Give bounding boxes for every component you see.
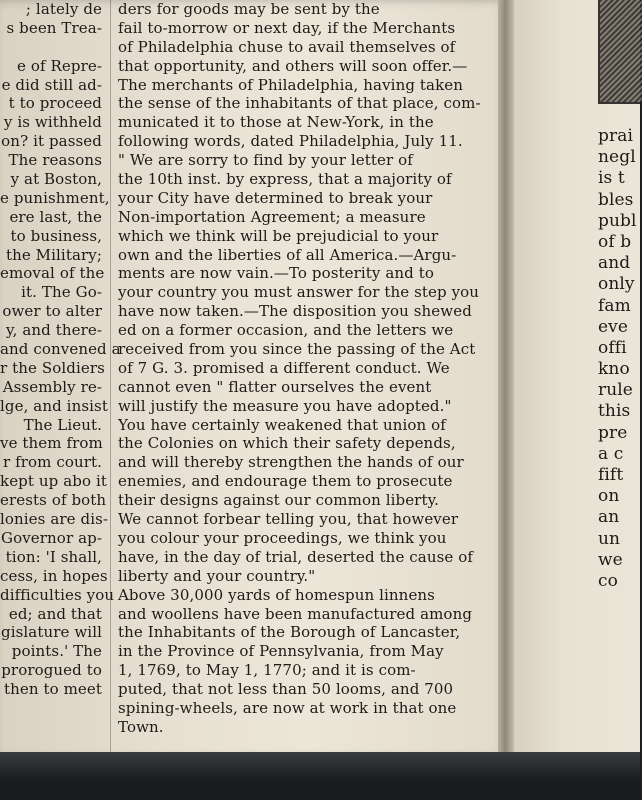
text-line: the Military; [5,245,102,264]
text-line: cess, in hopes [0,566,108,585]
text-line: co [598,570,618,591]
text-line: spining-wheels, are now at work in that one [118,698,457,717]
text-line: ; lately de [25,0,102,18]
text-line: and woollens have been manufactured among [118,604,473,623]
text-line: the 10th inst. by express, that a majority of [118,170,452,189]
text-line: and [598,253,631,274]
text-line: their designs against our common liberty. [118,491,440,510]
text-line: e of Repre- [17,56,102,75]
text-line: Assembly re- [2,377,102,396]
text-line: it. The Go- [21,283,102,302]
text-line: t to proceed [8,94,102,113]
text-line: e punishment, [0,188,110,207]
text-line: the Colonies on which their safety depends, [118,434,456,453]
text-line: lonies are dis- [0,510,109,529]
text-line: ve them from [0,434,103,453]
text-line: gislature will [1,623,102,642]
text-line: a c [598,443,624,464]
text-line: publ [598,210,637,231]
text-line: You have certainly weakened that union of [118,415,446,434]
text-line: ders for goods may be sent by the [118,0,380,18]
text-line: ere last, the [9,207,102,226]
text-line: of Philadelphia chuse to avail themselves of [118,37,456,56]
text-line: The Lieut. [23,415,102,434]
text-line: emoval of the [0,264,105,283]
text-line: points.' The [11,642,102,661]
text-line: your City have determined to break your [118,188,433,207]
text-line: offi [598,337,627,358]
text-line: in the Province of Pennsylvania, from May [118,642,444,661]
text-line: prai [598,126,633,146]
text-line: fail to-morrow or next day, if the Merchants [118,18,456,37]
text-line: an [598,507,620,528]
text-line: and will thereby strengthen the hands of our [118,453,464,472]
text-line: ed; and that [8,604,102,623]
text-line [0,699,104,718]
text-line: pre [598,422,628,443]
text-line: kept up abo it [0,472,107,491]
text-line: negl [598,147,636,168]
text-line: Town. [118,717,164,736]
text-line: difficulties you [0,585,115,604]
text-line: The reasons [8,151,102,170]
text-line: rule [598,380,633,401]
text-line: bles [598,189,634,210]
text-line: on [598,486,620,507]
table-surface [0,752,640,800]
text-line: only [598,274,635,295]
text-line: which we think will be prejudicial to your [118,226,439,245]
text-line: prorogued to [1,661,102,680]
text-line: received from you since the passing of the Act [118,340,476,359]
text-line: 1, 1769, to May 1, 1770; and it is com- [118,661,416,680]
text-line: we [598,549,623,570]
text-line: fift [598,465,624,485]
text-line: the Inhabitants of the Borough of Lancaster, [118,623,461,642]
text-line: that opportunity, and others will soon offer.— [118,56,468,75]
text-line: municated it to those at New-York, in the [118,113,434,132]
column-rule [110,0,111,752]
main-column-text [118,0,490,737]
text-line: eve [598,316,629,337]
text-line: lge, and insist [0,396,108,415]
text-line: Non-importation Agreement; a measure [118,207,426,226]
text-line: ments are now vain.—To posterity and to [118,264,434,283]
text-line: ed on a former occasion, and the letters we [118,321,454,340]
text-line: following words, dated Philadelphia, July 11. [118,132,463,151]
text-line: " We are sorry to find by your letter of [118,151,413,170]
engraving-image [598,0,642,104]
text-line: have now taken.—The disposition you shewed [118,302,472,321]
text-line: ower to alter [2,302,102,321]
text-line: of b [598,231,632,252]
text-line: fam [598,295,631,316]
text-line: will justify the measure you have adopted." [118,396,452,415]
text-line: you colour your proceedings, we think you [118,528,447,547]
text-line: r from court. [2,453,102,472]
left-column-text [0,0,121,718]
text-line: your country you must answer for the step you [118,283,480,302]
text-line: the sense of the inhabitants of that place, com- [118,94,481,113]
text-line: then to meet [3,680,102,699]
text-line: and convened a [0,340,121,359]
text-line: cannot even " flatter ourselves the event [118,377,432,396]
text-line: erests of both [0,491,107,510]
text-line [0,38,104,57]
text-line: this [598,401,631,422]
text-line: on? it passed [1,132,102,151]
text-line: liberty and your country." [118,566,316,585]
text-line: The merchants of Philadelphia, having taken [118,75,464,94]
text-line: is t [598,168,625,189]
text-line: to business, [10,226,102,245]
text-line: of 7 G. 3. promised a different conduct. We [118,358,450,377]
text-line: enemies, and endourage them to prosecute [118,472,453,491]
text-line: y is withheld [3,113,102,132]
text-line: tion: 'I shall, [5,547,102,566]
text-line: y at Boston, [10,170,102,189]
text-line: r the Soldiers [0,358,105,377]
text-line: Governor ap- [1,528,102,547]
text-line: have, in the day of trial, deserted the cause of [118,547,474,566]
text-line: s been Trea- [6,18,102,37]
text-line: kno [598,359,630,380]
text-line: We cannot forbear telling you, that however [118,510,459,529]
text-line: e did still ad- [1,75,102,94]
text-line: y, and there- [6,321,102,340]
text-line: un [598,528,621,549]
text-line: Above 30,000 yards of homespun linnens [118,585,435,604]
right-column-text [598,126,640,592]
text-line: own and the liberties of all America.—Argu- [118,245,457,264]
text-line: puted, that not less than 50 looms, and 700 [118,680,454,699]
